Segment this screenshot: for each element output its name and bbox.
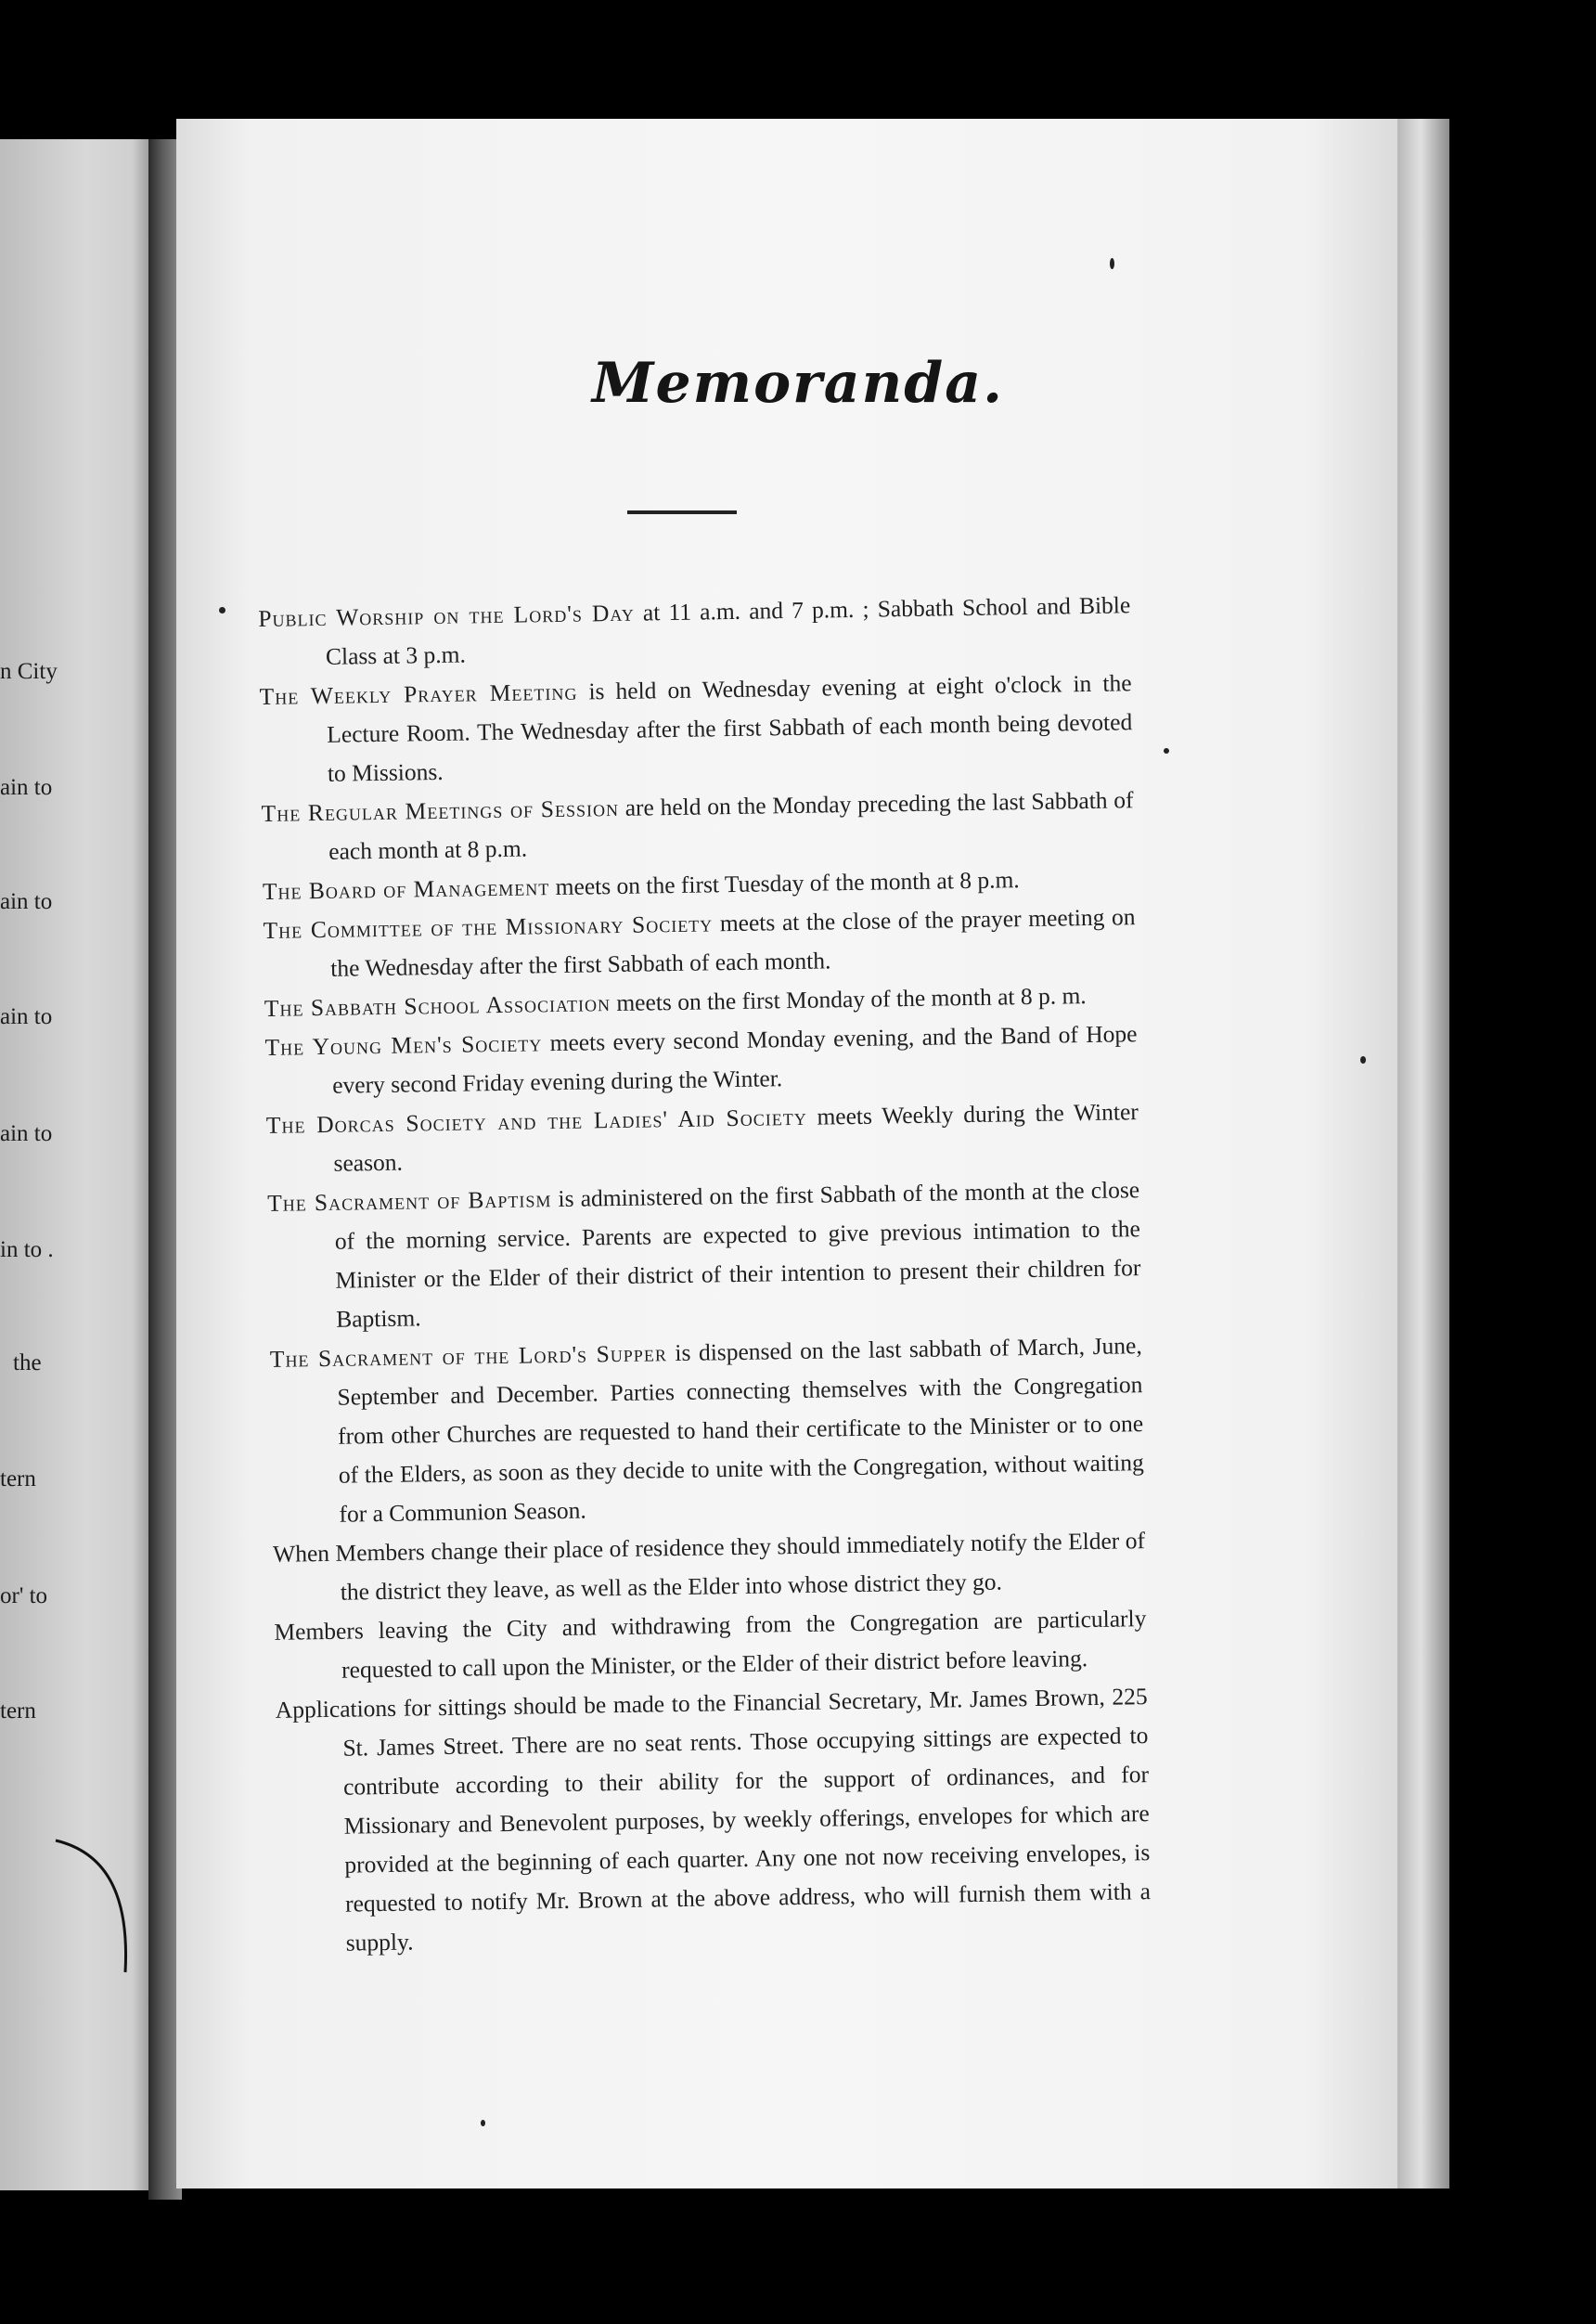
memo-entry <box>275 1677 1152 1964</box>
memo-entry <box>274 1599 1147 1691</box>
ink-speck <box>1110 258 1114 269</box>
left-fragment: ain to <box>0 1004 53 1029</box>
left-fragment: the <box>13 1350 42 1375</box>
left-fragment: ain to <box>0 889 53 914</box>
memo-entry-text: meets Weekly during the Winter season. <box>333 1098 1139 1177</box>
memo-entry-heading: The Weekly Prayer Meeting <box>259 678 578 710</box>
pencil-mark <box>51 1833 144 1982</box>
ink-speck <box>481 2120 485 2126</box>
page-edge <box>1397 119 1449 2188</box>
memo-entry-heading: The Sabbath School Association <box>264 989 611 1022</box>
memo-entry <box>259 664 1133 794</box>
memo-entry-text: meets on the first Monday of the month at 8 p. m. <box>610 982 1087 1017</box>
memoranda-text <box>258 586 1152 1964</box>
memo-entry-text: Applications for sittings should be made to the Financial Secretary, Mr. James Brown, 225 St. James Street. There are no seat rents. Those occupying sittings are expected to contribute according to their ability for the support of ordinances, and for Missionary and Benevolent purposes, by weekly offerings, envelopes for which are provided at the beginning of each quarter. Any one not now receiving envelopes, is requested to notify Mr. Brown at the above address, who will furnish them with a supply. <box>275 1683 1152 1956</box>
title-rule <box>627 510 737 514</box>
memo-entry-text: meets at the close of the prayer meeting on the Wednesday after the first Sabbath of each month. <box>330 903 1136 982</box>
memo-entry-text: is held on Wednesday evening at eight o'clock in the Lecture Room. The Wednesday after the first Sabbath of each month being devoted to Missions. <box>327 669 1133 787</box>
memo-entry-text: meets on the first Tuesday of the month at 8 p.m. <box>549 866 1020 901</box>
left-fragment: or' to <box>0 1583 48 1608</box>
memo-entry-heading: The Sacrament of the Lord's Supper <box>269 1339 668 1373</box>
memo-entry <box>267 1170 1142 1340</box>
memo-entry-heading: The Dorcas Society and the Ladies' Aid Society <box>265 1103 807 1139</box>
left-fragment: ain to <box>0 1121 53 1146</box>
memo-entry-heading: The Young Men's Society <box>264 1029 543 1061</box>
memo-entry-text: is administered on the first Sabbath of the month at the close of the morning service. Parents are expected to give previous intimation to the Minister or the Elder of their district of their intention to present their children for Baptism. <box>334 1176 1141 1333</box>
memo-entry <box>258 586 1131 678</box>
memo-entry-heading: The Sacrament of Baptism <box>266 1185 552 1217</box>
memo-entry-text: are held on the Monday preceding the last Sabbath of each month at 8 p.m. <box>328 786 1134 865</box>
page-title: Memoranda. <box>592 351 1004 416</box>
memo-entry-text: meets every second Monday evening, and the Band of Hope every second Friday evening during the Winter. <box>332 1020 1138 1099</box>
memo-entry-heading: Public Worship on the Lord's Day <box>258 599 635 632</box>
left-fragment: tern <box>0 1466 36 1491</box>
memo-entry-text: is dispensed on the last sabbath of March, June, September and December. Parties connecting themselves with the Congregation from other Churches are requested to hand their certificate to the Minister or to one of the Elders, as soon as they decide to unite with the Congregation, without waiting for a Communion Season. <box>337 1332 1144 1528</box>
memo-entry <box>266 1092 1139 1184</box>
left-fragment: tern <box>0 1698 36 1724</box>
memo-entry <box>263 897 1136 989</box>
ink-speck <box>1164 748 1169 754</box>
left-fragment: ain to <box>0 775 53 800</box>
memo-entry <box>261 781 1134 872</box>
memo-entry <box>264 1014 1138 1106</box>
memo-entry <box>270 1326 1145 1535</box>
left-fragment: in to . <box>0 1237 54 1262</box>
left-fragment: n City <box>0 659 58 684</box>
memo-entry-heading: The Committee of the Missionary Society <box>263 910 714 944</box>
memo-entry-text: Members leaving the City and withdrawing from the Congregation are particularly requested to call upon the Minister, or the Elder of their district before leaving. <box>274 1605 1147 1684</box>
memo-entry-text: When Members change their place of residence they should immediately notify the Elder of the district they leave, as well as the Elder into whose district they go. <box>272 1527 1146 1606</box>
ink-speck <box>1360 1056 1366 1064</box>
memo-entry-heading: The Regular Meetings of Session <box>261 794 620 827</box>
ink-speck <box>219 607 225 613</box>
memo-entry-text: at 11 a.m. and 7 p.m. ; Sabbath School and Bible Class at 3 p.m. <box>325 591 1131 670</box>
memo-entry-heading: The Board of Management <box>262 873 550 905</box>
memo-entry <box>273 1521 1146 1613</box>
